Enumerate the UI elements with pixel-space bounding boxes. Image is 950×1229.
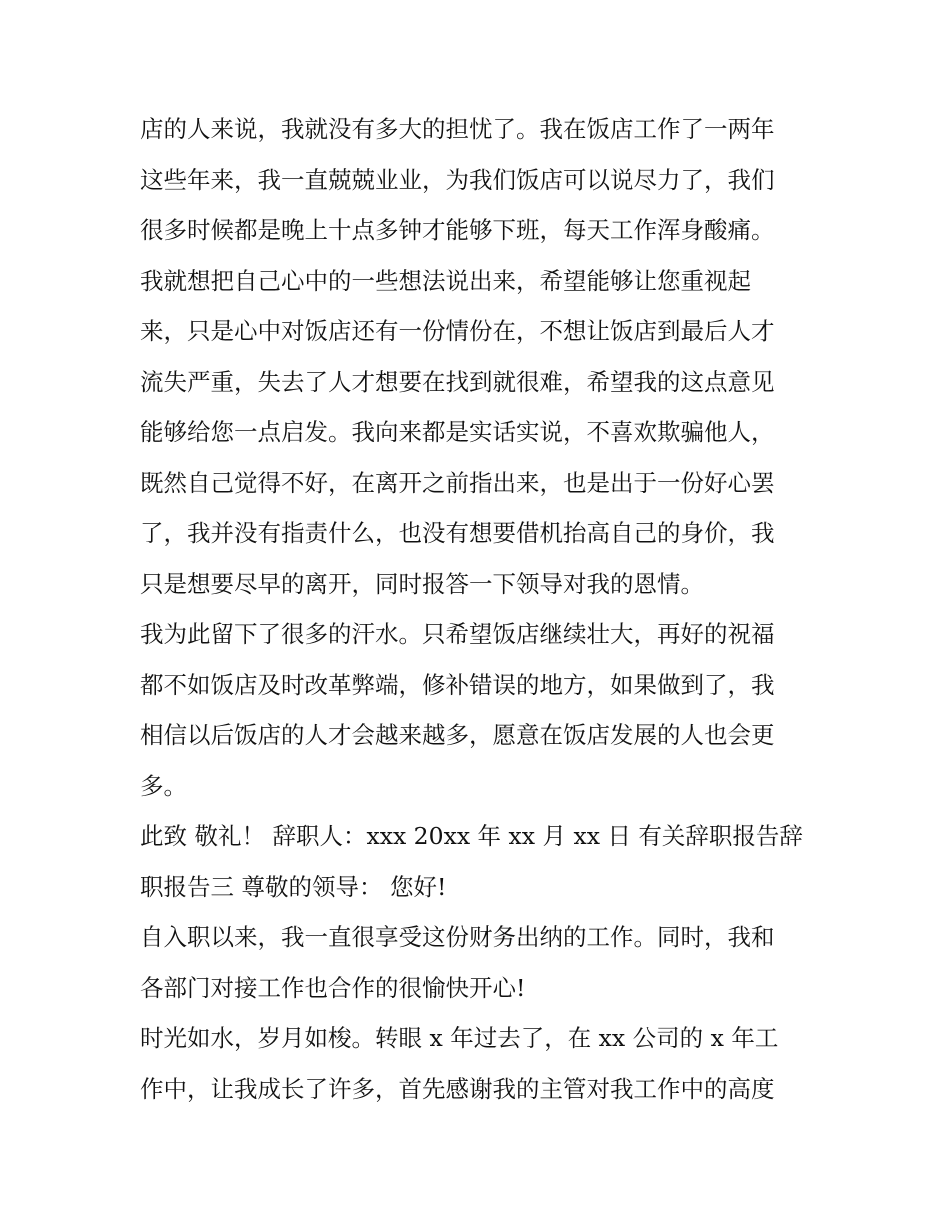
text-line: 职报告三 尊敬的领导： 您好! bbox=[140, 872, 447, 901]
document-body bbox=[140, 104, 820, 1114]
text-line: 只是想要尽早的离开，同时报答一下领导对我的恩情。 bbox=[140, 569, 704, 598]
text-line: 流失严重，失去了人才想要在找到就很难，希望我的这点意见 bbox=[140, 367, 775, 396]
text-line: 作中，让我成长了许多，首先感谢我的主管对我工作中的高度 bbox=[140, 1074, 775, 1103]
text-line: 时光如水，岁月如梭。转眼 x 年过去了，在 xx 公司的 x 年工 bbox=[140, 1024, 779, 1052]
text-line: 能够给您一点启发。我向来都是实话实说，不喜欢欺骗他人， bbox=[140, 418, 775, 446]
text-line: 自入职以来，我一直很享受这份财务出纳的工作。同时，我和 bbox=[140, 923, 775, 951]
text-line: 我为此留下了很多的汗水。只希望饭店继续壮大，再好的祝福 bbox=[140, 620, 775, 648]
text-line: 既然自己觉得不好，在离开之前指出来，也是出于一份好心罢 bbox=[140, 468, 775, 497]
text-line: 店的人来说，我就没有多大的担忧了。我在饭店工作了一两年 bbox=[140, 115, 775, 143]
text-line: 此致 敬礼！ 辞职人：xxx 20xx 年 xx 月 xx 日 有关辞职报告辞 bbox=[140, 822, 803, 850]
text-line: 这些年来，我一直兢兢业业，为我们饭店可以说尽力了，我们 bbox=[140, 165, 775, 194]
text-line: 来，只是心中对饭店还有一份情份在，不想让饭店到最后人才 bbox=[140, 317, 775, 345]
text-line: 我就想把自己心中的一些想法说出来，希望能够让您重视起 bbox=[140, 266, 751, 295]
text-line: 多。 bbox=[140, 771, 187, 800]
text-line: 相信以后饭店的人才会越来越多，愿意在饭店发展的人也会更 bbox=[140, 721, 775, 749]
text-line: 各部门对接工作也合作的很愉快开心! bbox=[140, 973, 526, 1002]
text-line: 都不如饭店及时改革弊端，修补错误的地方，如果做到了，我 bbox=[140, 670, 775, 699]
text-line: 很多时候都是晚上十点多钟才能够下班，每天工作浑身酸痛。 bbox=[140, 216, 775, 244]
text-line: 了，我并没有指责什么，也没有想要借机抬高自己的身价，我 bbox=[140, 519, 775, 547]
